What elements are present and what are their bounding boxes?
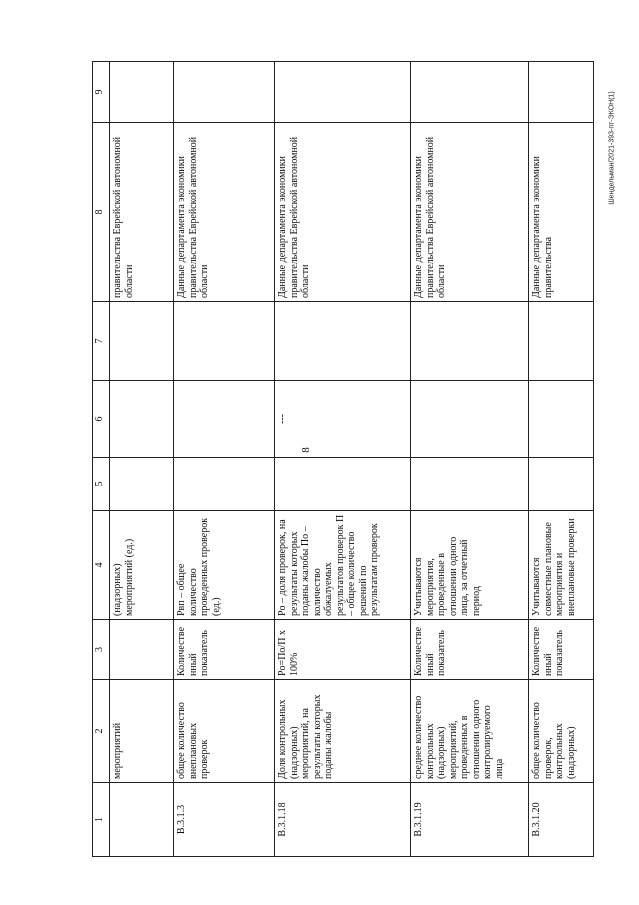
row-indicator-name: Доля контрольных (надзорных) мероприятий, на результаты которых поданы жалобы bbox=[275, 680, 411, 783]
row-calc-method: Pо=По/П x 100% bbox=[275, 620, 411, 680]
row-calc-method: Количественный показатель bbox=[174, 620, 275, 680]
row-col-7 bbox=[529, 302, 594, 381]
row-data-source: Данные департамента экономики правительства Еврейской автономной области bbox=[411, 123, 529, 302]
table-row bbox=[275, 62, 411, 857]
row-indicator-name: мероприятий bbox=[110, 680, 174, 783]
row-col-5 bbox=[275, 458, 411, 511]
row-col-6 bbox=[174, 381, 275, 458]
header-col-9: 9 bbox=[93, 62, 110, 123]
row-calc-description: (надзорных) мероприятий (ед.) bbox=[110, 511, 174, 620]
row-calc-description: Pвп – общее количество проведенных проверок (ед.) bbox=[174, 511, 275, 620]
row-indicator-name: общее количество внеплановых проверок bbox=[174, 680, 275, 783]
row-data-source: Данные департамента экономики правительства Еврейской автономной области bbox=[275, 123, 411, 302]
header-col-6: 6 bbox=[93, 381, 110, 458]
row-indicator-name: общее количество проверок, контрольных (надзорных) bbox=[529, 680, 594, 783]
indicators-table bbox=[92, 61, 594, 857]
row-code: В.3.1.18 bbox=[275, 783, 411, 857]
row-col-9 bbox=[110, 62, 174, 123]
table-row bbox=[411, 62, 529, 857]
header-col-1: 1 bbox=[93, 783, 110, 857]
row-col-9 bbox=[411, 62, 529, 123]
row-col-5 bbox=[411, 458, 529, 511]
row-col-6: --- bbox=[275, 381, 411, 458]
row-calc-description: Учитываются мероприятия, проведенные в отношении одного лица, за отчетный период bbox=[411, 511, 529, 620]
page-number: 8 bbox=[300, 447, 312, 453]
table-row bbox=[174, 62, 275, 857]
row-col-7 bbox=[174, 302, 275, 381]
row-col-7 bbox=[275, 302, 411, 381]
document-id: Шендельман/2021-393-пт-ЭКОН(1) bbox=[608, 91, 616, 205]
row-col-6 bbox=[411, 381, 529, 458]
table-row bbox=[110, 62, 174, 857]
row-col-5 bbox=[110, 458, 174, 511]
header-col-5: 5 bbox=[93, 458, 110, 511]
row-indicator-name: среднее количество контрольных (надзорных) мероприятий, проведенных в отношении одного контролируемого лица bbox=[411, 680, 529, 783]
row-col-6 bbox=[110, 381, 174, 458]
header-col-3: 3 bbox=[93, 620, 110, 680]
header-col-8: 8 bbox=[93, 123, 110, 302]
row-col-9 bbox=[174, 62, 275, 123]
row-calc-description: Учитываются совместные плановые мероприятия и внеплановые проверки bbox=[529, 511, 594, 620]
row-code: В.3.1.19 bbox=[411, 783, 529, 857]
header-col-4: 4 bbox=[93, 511, 110, 620]
row-col-5 bbox=[529, 458, 594, 511]
row-col-7 bbox=[110, 302, 174, 381]
header-col-7: 7 bbox=[93, 302, 110, 381]
table-row bbox=[529, 62, 594, 857]
row-calc-method: Количественный показатель bbox=[529, 620, 594, 680]
row-col-7 bbox=[411, 302, 529, 381]
row-calc-method: Количественный показатель bbox=[411, 620, 529, 680]
row-col-9 bbox=[529, 62, 594, 123]
row-data-source: правительства Еврейской автономной области bbox=[110, 123, 174, 302]
row-col-6 bbox=[529, 381, 594, 458]
row-col-9 bbox=[275, 62, 411, 123]
row-col-5 bbox=[174, 458, 275, 511]
indicators-table-container bbox=[92, 62, 594, 857]
row-data-source: Данные департамента экономики правительства bbox=[529, 123, 594, 302]
row-calc-method bbox=[110, 620, 174, 680]
row-code: В.3.1.20 bbox=[529, 783, 594, 857]
row-code: В.3.1.3 bbox=[174, 783, 275, 857]
row-data-source: Данные департамента экономики правительства Еврейской автономной области bbox=[174, 123, 275, 302]
row-calc-description: Pо – доля проверок, на результаты которых поданы жалобы Пo – количество обжалуемых результатов проверок П – общее количество решений по результатам проверок bbox=[275, 511, 411, 620]
header-col-2: 2 bbox=[93, 680, 110, 783]
table-header-row bbox=[93, 62, 110, 857]
row-code bbox=[110, 783, 174, 857]
